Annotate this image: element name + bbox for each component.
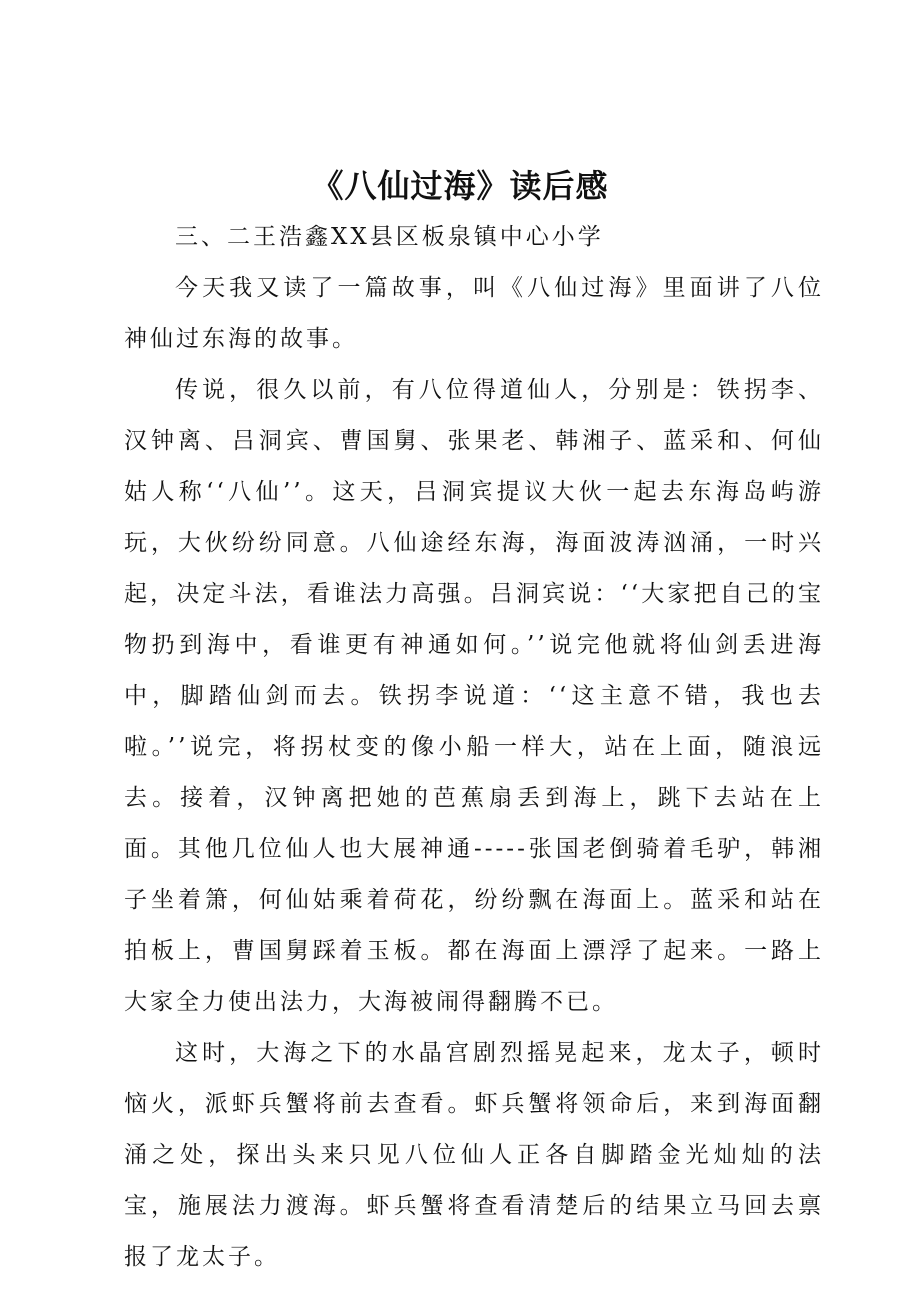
paragraph-3: 这时，大海之下的水晶宫剧烈摇晃起来，龙太子，顿时恼火，派虾兵蟹将前去查看。虾兵蟹将领命后，来到海面翻涌之处，探出头来只见八位仙人正各自脚踏金光灿灿的法宝，施展法力渡海。虾兵蟹将查看清楚后的结果立马回去禀报了龙太子。 xyxy=(124,1040,824,1270)
author-line: 三、二王浩鑫XX县区板泉镇中心小学 xyxy=(175,224,604,250)
paragraph-2: 传说，很久以前，有八位得道仙人，分别是：铁拐李、汉钟离、吕洞宾、曹国舅、张果老、韩湘子、蓝采和、何仙姑人称‘‘八仙’’。这天，吕洞宾提议大伙一起去东海岛屿游玩，大伙纷纷同意。八仙途经东海，海面波涛汹涌，一时兴起，决定斗法，看谁法力高强。吕洞宾说：‘‘大家把自己的宝物扔到海中，看谁更有神通如何。’’说完他就将仙剑丢进海中，脚踏仙剑而去。铁拐李说道：‘‘这主意不错，我也去啦。’’说完，将拐杖变的像小船一样大，站在上面，随浪远去。接着，汉钟离把她的芭蕉扇丢到海上，跳下去站在上面。其他几位仙人也大展神通-----张国老倒骑着毛驴，韩湘子坐着箫，何仙姑乘着荷花，纷纷飘在海面上。蓝采和站在拍板上，曹国舅踩着玉板。都在海面上漂浮了起来。一路上大家全力使出法力，大海被闹得翻腾不已。 xyxy=(124,377,824,1015)
paragraph-1: 今天我又读了一篇故事，叫《八仙过海》里面讲了八位神仙过东海的故事。 xyxy=(124,275,824,352)
document-body xyxy=(124,212,824,1283)
document-title: 《八仙过海》读后感 xyxy=(311,167,609,205)
